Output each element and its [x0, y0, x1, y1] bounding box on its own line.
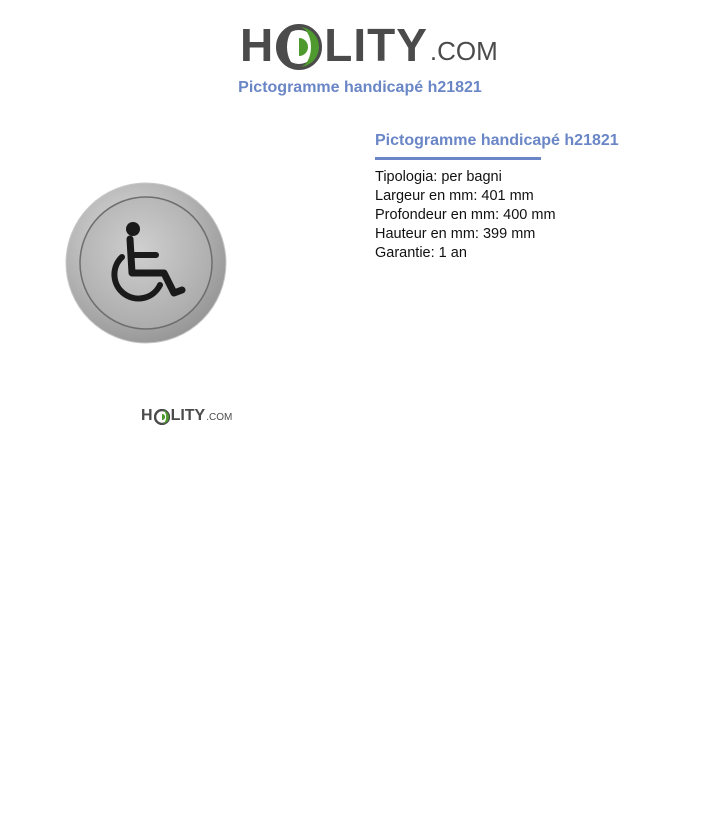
logo-text-lity: LITY [324, 19, 428, 71]
site-logo[interactable] [240, 10, 498, 71]
spec-line-garantie: Garantie: 1 an [375, 245, 467, 261]
wheelchair-accessibility-icon [64, 181, 228, 345]
page-title: Pictogramme handicapé h21821 [238, 79, 482, 96]
spec-line-tipologia: Tipologia: per bagni [375, 169, 502, 185]
spec-line-profondeur: Profondeur en mm: 400 mm [375, 207, 556, 223]
watermark-text-com: .COM [206, 412, 233, 423]
product-title: Pictogramme handicapé h21821 [375, 132, 619, 149]
watermark-o-mark-icon [154, 409, 170, 425]
watermark-text-lity: LITY [170, 407, 206, 424]
spec-line-hauteur: Hauteur en mm: 399 mm [375, 226, 536, 242]
title-underline [375, 157, 541, 160]
watermark-text-h: H [141, 407, 153, 424]
spec-line-largeur: Largeur en mm: 401 mm [375, 188, 534, 204]
image-watermark-logo [141, 402, 232, 424]
logo-o-mark-icon [276, 24, 322, 70]
logo-text-com: .COM [429, 36, 498, 66]
product-spec-panel [375, 131, 705, 263]
logo-text-h: H [240, 19, 275, 71]
